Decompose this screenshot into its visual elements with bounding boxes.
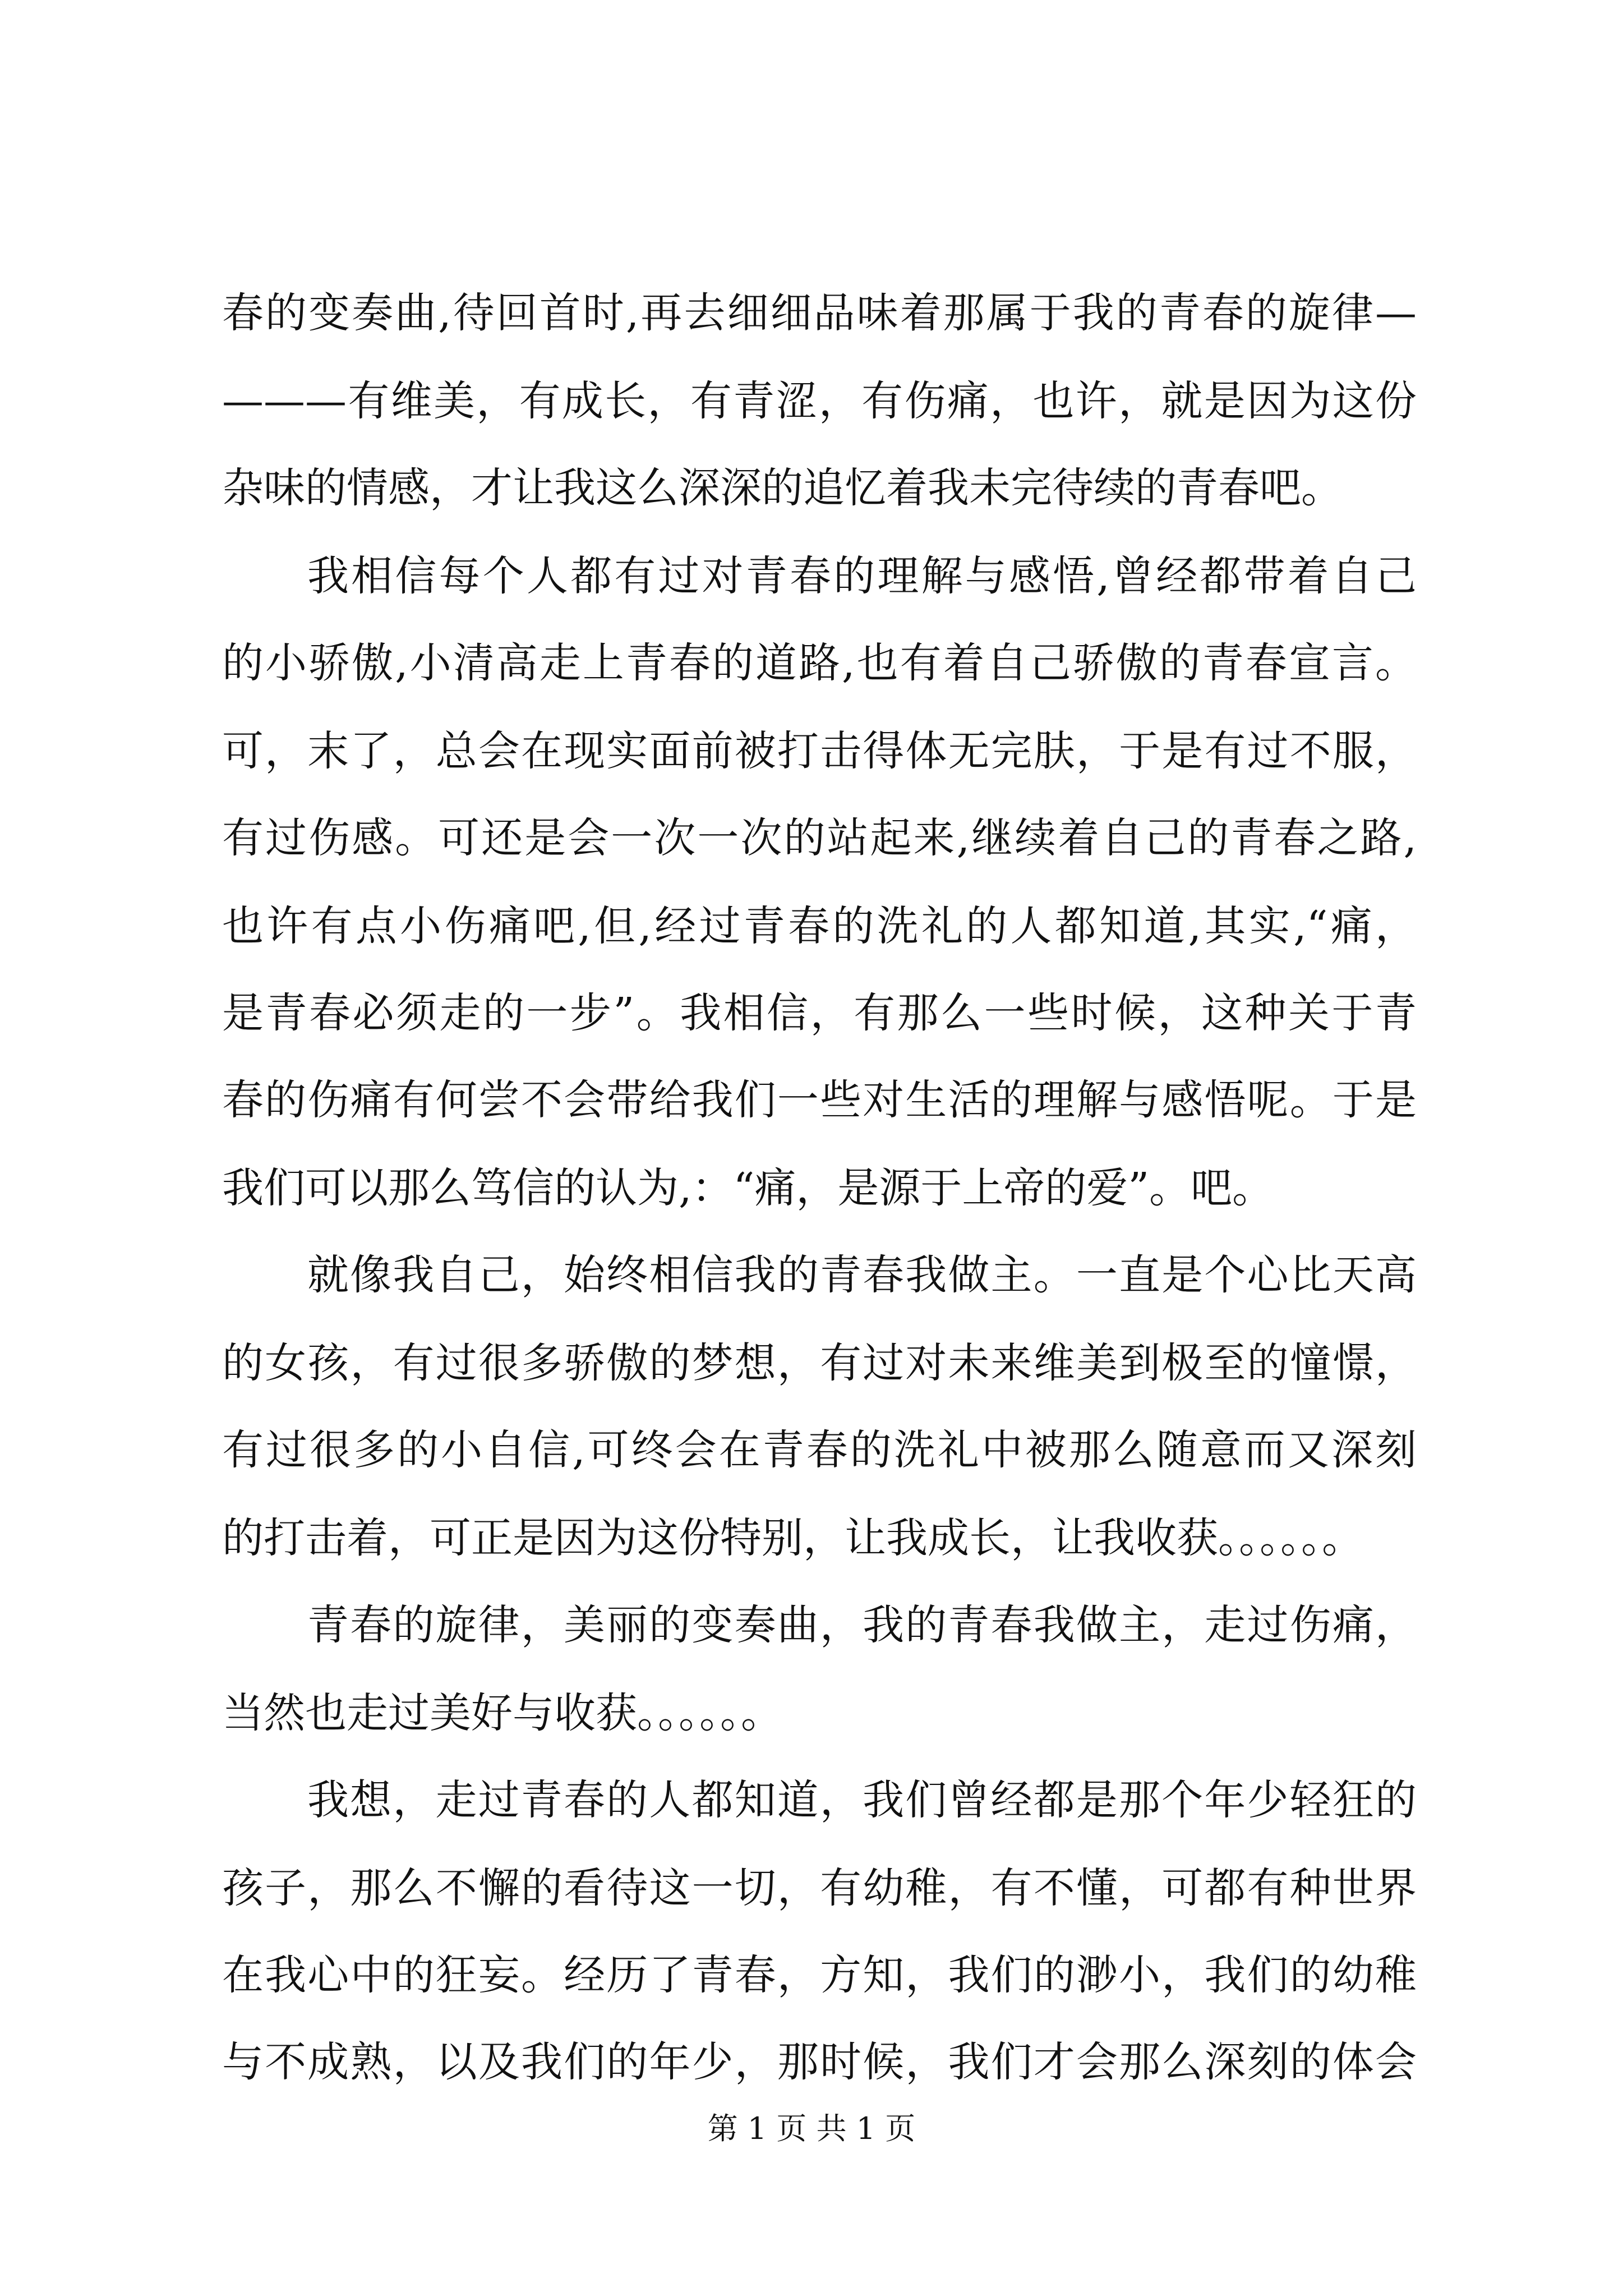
text-line: 在我心中的狂妄。经历了青春，方知，我们的渺小，我们的幼稚: [222, 1951, 1417, 1999]
text-line: 的打击着，可正是因为这份特别，让我成长，让我收获。。。。。。: [222, 1514, 1363, 1562]
text-line: 是青春必须走的一步”。我相信，有那么一些时候，这种关于青: [222, 989, 1417, 1037]
paragraph-first-line: 我相信每个人都有过对青春的理解与感悟,曾经都带着自己: [307, 552, 1417, 600]
text-line: 春的伤痛有何尝不会带给我们一些对生活的理解与感悟呢。于是: [222, 1076, 1417, 1124]
text-line: 的女孩，有过很多骄傲的梦想，有过对未来维美到极至的憧憬，: [222, 1339, 1417, 1387]
text-line: 的小骄傲,小清高走上青春的道路,也有着自己骄傲的青春宣言。: [222, 639, 1417, 687]
text-line: 有过很多的小自信,可终会在青春的洗礼中被那么随意而又深刻: [222, 1426, 1417, 1474]
text-line: ———有维美，有成长，有青涩，有伤痛，也许，就是因为这份: [222, 377, 1417, 425]
text-line: 有过伤感。可还是会一次一次的站起来,继续着自己的青春之路,: [222, 814, 1417, 862]
text-line: 春的变奏曲,待回首时,再去细细品味着那属于我的青春的旋律—: [222, 289, 1417, 337]
text-line: 当然也走过美好与收获。。。。。。: [222, 1689, 782, 1737]
text-line: 孩子，那么不懈的看待这一切，有幼稚，有不懂，可都有种世界: [222, 1864, 1417, 1912]
page-number-footer: 第 1 页 共 1 页: [707, 2111, 916, 2146]
text-line: 可，末了，总会在现实面前被打击得体无完肤，于是有过不服，: [222, 727, 1417, 775]
text-line: 杂味的情感，才让我这么深深的追忆着我未完待续的青春吧。: [222, 464, 1343, 512]
paragraph-first-line: 我想，走过青春的人都知道，我们曾经都是那个年少轻狂的: [307, 1776, 1417, 1824]
paragraph-first-line: 就像我自己，始终相信我的青春我做主。一直是个心比天高: [307, 1251, 1417, 1299]
text-line: 我们可以那么笃信的认为,：“痛，是源于上帝的爱”。吧。: [222, 1164, 1274, 1212]
paragraph-first-line: 青春的旋律，美丽的变奏曲，我的青春我做主，走过伤痛，: [307, 1601, 1417, 1649]
text-line: 与不成熟，以及我们的年少，那时候，我们才会那么深刻的体会: [222, 2038, 1417, 2086]
text-line: 也许有点小伤痛吧,但,经过青春的洗礼的人都知道,其实,“痛，: [222, 902, 1417, 950]
